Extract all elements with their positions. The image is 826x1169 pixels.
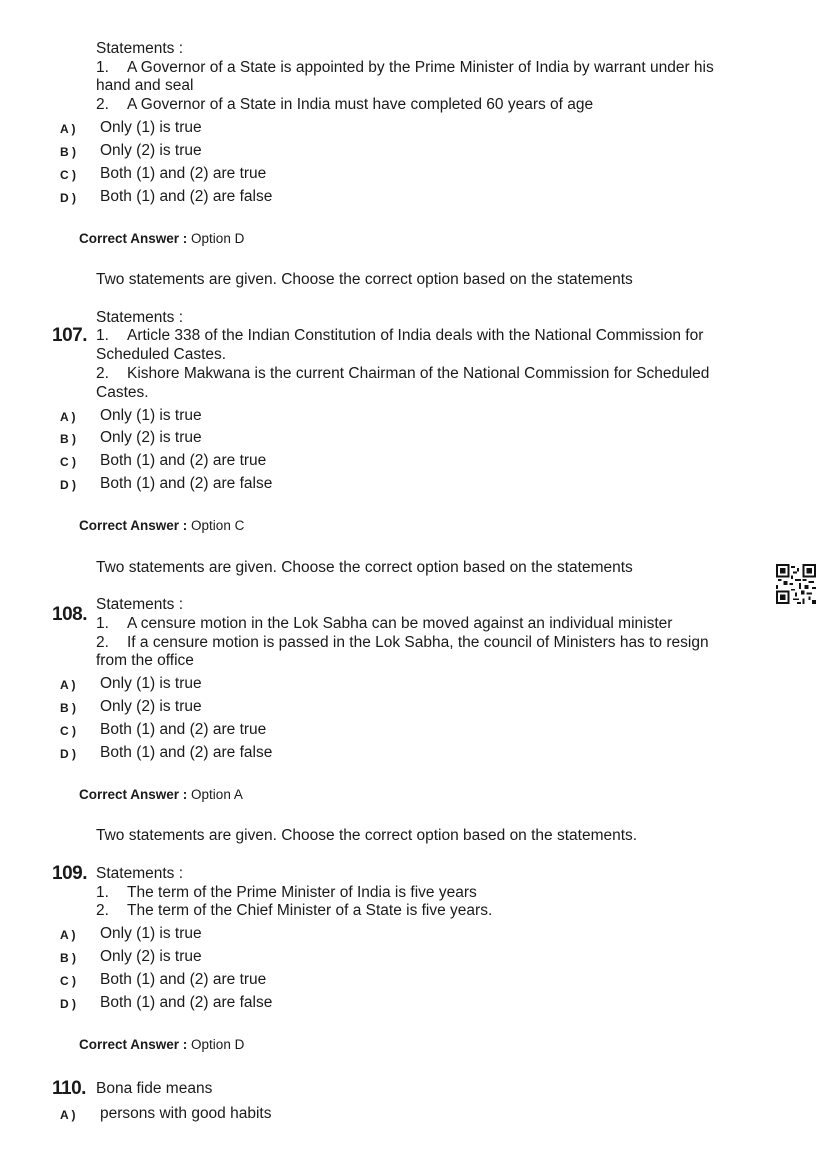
option-b-text: Only (2) is true [100,698,202,715]
statement-1-text: A censure motion in the Lok Sabha can be moved against an individual minister [127,615,673,632]
option-c-label: C ) [60,974,76,988]
question-intro: Two statements are given. Choose the correct option based on the statements. [96,827,638,844]
correct-answer-value: Option D [191,1037,245,1052]
correct-answer-value: Option D [191,231,245,246]
option-c-text: Both (1) and (2) are true [100,721,267,738]
option-a-text: Only (1) is true [100,407,202,424]
question-number: 108. [52,604,87,625]
question-number: 107. [52,325,87,346]
statement-1-number: 1. [96,327,109,344]
option-b-label: B ) [60,145,76,159]
statement-2-text: A Governor of a State in India must have completed 60 years of age [127,96,594,113]
question-number: 110. [52,1078,86,1099]
statement-2-text: Kishore Makwana is the current Chairman of the National Commission for Scheduled [127,365,710,382]
option-a-label: A ) [60,678,76,692]
option-a-label: A ) [60,410,76,424]
option-c-text: Both (1) and (2) are true [100,165,267,182]
statements-label: Statements : [96,309,184,326]
statement-2-number: 2. [96,902,109,919]
correct-answer [79,1037,244,1052]
statement-1-text: Article 338 of the Indian Constitution of India deals with the National Commission for [127,327,704,344]
option-a-text: Only (1) is true [100,675,202,692]
option-b-label: B ) [60,432,76,446]
option-b-text: Only (2) is true [100,142,202,159]
statement-2-number: 2. [96,365,109,382]
option-d-text: Both (1) and (2) are false [100,188,273,205]
statement-2-text-cont: Castes. [96,384,149,401]
correct-answer-label: Correct Answer : [79,787,188,802]
option-b-label: B ) [60,951,76,965]
option-c-text: Both (1) and (2) are true [100,452,267,469]
question-text: Bona fide means [96,1080,213,1097]
option-d-label: D ) [60,997,76,1011]
statements-label: Statements : [96,40,184,57]
option-d-label: D ) [60,478,76,492]
correct-answer-value: Option A [191,787,243,802]
option-a-label: A ) [60,1108,76,1122]
option-a-text: persons with good habits [100,1105,272,1122]
option-c-label: C ) [60,168,76,182]
option-d-label: D ) [60,747,76,761]
statement-1-text-cont: hand and seal [96,77,194,94]
statement-2-number: 2. [96,96,109,113]
option-c-text: Both (1) and (2) are true [100,971,267,988]
statement-1-text-cont: Scheduled Castes. [96,346,227,363]
option-a-label: A ) [60,928,76,942]
statement-1-text: A Governor of a State is appointed by the Prime Minister of India by warrant under his [127,59,714,76]
option-b-text: Only (2) is true [100,948,202,965]
correct-answer [79,518,244,533]
question-number: 109. [52,863,87,884]
option-d-text: Both (1) and (2) are false [100,994,273,1011]
correct-answer-label: Correct Answer : [79,1037,188,1052]
statement-1-number: 1. [96,59,109,76]
statement-2-text: The term of the Chief Minister of a State is five years. [127,902,493,919]
statement-2-text-cont: from the office [96,652,194,669]
correct-answer-value: Option C [191,518,245,533]
option-b-text: Only (2) is true [100,429,202,446]
option-d-text: Both (1) and (2) are false [100,744,273,761]
correct-answer [79,787,243,802]
statement-1-text: The term of the Prime Minister of India is five years [127,884,477,901]
question-intro: Two statements are given. Choose the correct option based on the statements [96,271,633,288]
option-a-label: A ) [60,122,76,136]
statement-2-text: If a censure motion is passed in the Lok Sabha, the council of Ministers has to resign [127,634,709,651]
statements-label: Statements : [96,865,184,882]
option-c-label: C ) [60,455,76,469]
qr-code-icon [776,564,816,604]
statement-1-number: 1. [96,615,109,632]
option-d-label: D ) [60,191,76,205]
correct-answer-label: Correct Answer : [79,231,188,246]
statement-1-number: 1. [96,884,109,901]
option-b-label: B ) [60,701,76,715]
option-d-text: Both (1) and (2) are false [100,475,273,492]
statement-2-number: 2. [96,634,109,651]
correct-answer-label: Correct Answer : [79,518,188,533]
statements-label: Statements : [96,596,184,613]
option-a-text: Only (1) is true [100,119,202,136]
option-c-label: C ) [60,724,76,738]
option-a-text: Only (1) is true [100,925,202,942]
question-intro: Two statements are given. Choose the correct option based on the statements [96,559,633,576]
correct-answer [79,231,244,246]
